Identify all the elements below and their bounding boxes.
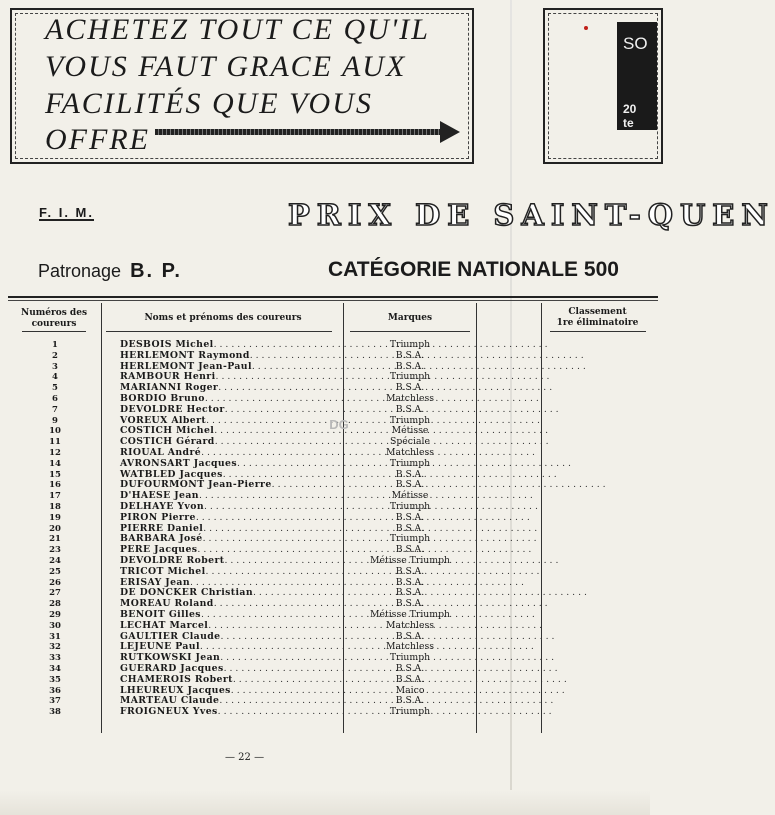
rider-name: PIERRE Daniel (120, 522, 204, 534)
row-brand: B.S.A. (395, 695, 425, 707)
rider-name: DELHAYE Yvon (120, 500, 204, 512)
brands-column (345, 340, 475, 718)
rider-name: RAMBOUR Henri (120, 371, 216, 383)
row-number: 34 (49, 663, 61, 674)
row-name (120, 675, 332, 686)
row-brand: Métisse Triumph (369, 554, 451, 566)
event-title: PRIX DE SAINT-QUEN (288, 198, 775, 232)
rider-name: DUFOURMONT Jean-Pierre (120, 479, 272, 491)
rider-name: MARIANNI Roger (120, 382, 219, 394)
rider-name: DEVOLDRE Robert (120, 554, 225, 566)
patronage-sponsor: B. P. (130, 260, 182, 282)
rider-name: FROIGNEUX Yves (120, 706, 218, 718)
rider-name: PERE Jacques (120, 544, 198, 556)
row-brand: Spéciale (389, 436, 431, 448)
row-number: 2 (52, 350, 58, 361)
row-number: 38 (49, 707, 61, 718)
row-brand: B.S.A. (395, 360, 425, 372)
row-brand: Triumph (389, 371, 431, 383)
row-number: 4 (52, 372, 58, 383)
row-number: 33 (49, 653, 61, 664)
row-name (120, 707, 332, 718)
row-brand: B.S.A. (395, 522, 425, 534)
rider-name: LECHAT Marcel (120, 619, 209, 631)
rider-name: BARBARA José (120, 533, 203, 545)
row-brand: Triumph (389, 339, 431, 350)
row-brand: Triumph (389, 414, 431, 426)
ad-line-2: VOUS FAUT GRACE AUX (45, 50, 407, 83)
row-number: 16 (49, 480, 61, 491)
header-underline (22, 331, 86, 332)
row-name (120, 351, 332, 362)
row-number: 28 (49, 599, 61, 610)
row-brand: Triumph (389, 500, 431, 512)
header-classement-2: 1re éliminatoire (556, 318, 639, 328)
rider-name: RIOUAL André (120, 446, 202, 458)
row-number: 29 (49, 609, 61, 620)
row-name (120, 621, 332, 632)
rider-name: CHAMEROIS Robert (120, 673, 233, 685)
header-classement-1: Classement (568, 307, 627, 317)
patronage-label: Patronage (38, 261, 122, 281)
header-numeros: Numéros des coureurs (20, 308, 88, 329)
arrow-right-icon (155, 129, 445, 135)
row-number: 3 (52, 361, 58, 372)
rider-name: WATBLED Jacques (120, 468, 223, 480)
row-brand: Métisse (391, 425, 429, 437)
row-brand: B.S.A. (395, 511, 425, 523)
names-column (120, 340, 332, 718)
row-brand: B.S.A. (395, 587, 425, 599)
row-brand: B.S.A. (395, 382, 425, 394)
row-number: 14 (49, 458, 61, 469)
row-number: 30 (49, 620, 61, 631)
row-number: 17 (49, 491, 61, 502)
row-brand: Maico (395, 684, 425, 696)
row-number: 11 (49, 437, 61, 448)
row-number: 19 (49, 512, 61, 523)
rider-name: LHEUREUX Jacques (120, 684, 231, 696)
rider-name: HERLEMONT Raymond (120, 349, 250, 361)
rider-name: AVRONSART Jacques (120, 457, 238, 469)
ad2-top-text: SO (623, 34, 648, 53)
header-underline (350, 331, 470, 332)
header-names: Noms et prénoms des coureurs (144, 313, 302, 323)
row-brand: B.S.A. (395, 544, 425, 556)
ad-line-4: OFFRE (45, 123, 150, 156)
row-number: 5 (52, 383, 58, 394)
row-brand: B.S.A. (395, 662, 425, 674)
numbers-column (30, 340, 80, 718)
row-number: 10 (49, 426, 61, 437)
row-number: 12 (49, 447, 61, 458)
row-name (120, 513, 332, 524)
ad2-bottom-text: 20 te (623, 102, 637, 130)
rider-name: VOREUX Albert (120, 414, 207, 426)
row-brand: Matchless (385, 641, 434, 653)
row-name (120, 459, 332, 470)
red-dot-icon (584, 26, 588, 30)
row-brand: Matchless (385, 619, 434, 631)
row-number: 20 (49, 523, 61, 534)
rider-name: DESBOIS Michel (120, 339, 214, 350)
row-brand: Métisse Triumph (369, 608, 451, 620)
row-brand: Matchless (385, 446, 434, 458)
rider-name: BENOIT Gilles (120, 608, 201, 620)
row-number: 23 (49, 545, 61, 556)
row-brand: B.S.A. (395, 673, 425, 685)
column-divider (101, 303, 102, 733)
row-number: 9 (52, 415, 58, 426)
rider-name: RUTKOWSKI Jean (120, 652, 221, 664)
row-name (120, 567, 332, 578)
row-number: 7 (52, 404, 58, 415)
ad-line-3: FACILITÉS QUE VOUS (45, 87, 373, 120)
row-brand: Triumph (389, 457, 431, 469)
row-brand: Triumph (389, 706, 431, 718)
row-brand: Matchless (385, 392, 434, 404)
patronage-line (38, 260, 182, 283)
row-number: 27 (49, 588, 61, 599)
row-brand: B.S.A. (395, 349, 425, 361)
row-brand: B.S.A. (395, 576, 425, 588)
rider-name: PIRON Pierre (120, 511, 196, 523)
row-number: 6 (52, 393, 58, 404)
row-brand: Triumph (389, 533, 431, 545)
header-classement (545, 307, 650, 329)
watermark-stamp: DG (329, 417, 349, 432)
page-bottom-shade (0, 790, 650, 815)
category-title: CATÉGORIE NATIONALE 500 (328, 258, 619, 281)
rider-name: ERISAY Jean (120, 576, 190, 588)
rider-name: DE DONCKER Christian (120, 587, 254, 599)
row-brand: B.S.A. (395, 403, 425, 415)
rider-name: COSTICH Michel (120, 425, 215, 437)
row-number: 37 (49, 696, 61, 707)
row-brand: B.S.A. (395, 468, 425, 480)
row-number: 21 (49, 534, 61, 545)
fim-label: F. I. M. (39, 205, 94, 220)
rider-name: D'HAESE Jean (120, 490, 199, 502)
rider-name: LEJEUNE Paul (120, 641, 200, 653)
row-number: 18 (49, 501, 61, 512)
rider-name: GUERARD Jacques (120, 662, 224, 674)
row-brand: B.S.A. (395, 479, 425, 491)
header-underline (550, 331, 646, 332)
ad-line-1: ACHETEZ TOUT CE QU'IL (45, 13, 430, 46)
row-brand: B.S.A. (395, 565, 425, 577)
table-top-rule (8, 296, 658, 298)
rider-name: DEVOLDRE Hector (120, 403, 225, 415)
row-brand: B.S.A. (395, 598, 425, 610)
row-brand: B.S.A. (395, 630, 425, 642)
rider-name: TRICOT Michel (120, 565, 206, 577)
table-top-rule-thin (8, 300, 658, 301)
rider-name: BORDIO Bruno (120, 392, 205, 404)
row-number: 26 (49, 577, 61, 588)
arrow-head-icon (440, 121, 460, 143)
rider-name: MARTEAU Claude (120, 695, 220, 707)
row-number: 15 (49, 469, 61, 480)
row-number: 32 (49, 642, 61, 653)
row-number: 25 (49, 566, 61, 577)
rider-name: GAULTIER Claude (120, 630, 221, 642)
rider-name: COSTICH Gérard (120, 436, 215, 448)
row-number: 31 (49, 631, 61, 642)
row-number: 24 (49, 555, 61, 566)
page-number: — 22 — (225, 752, 265, 763)
header-underline (106, 331, 332, 332)
row-brand: Métisse (391, 490, 429, 502)
rider-name: MOREAU Roland (120, 598, 214, 610)
rider-name: HERLEMONT Jean-Paul (120, 360, 252, 372)
row-name (120, 405, 332, 416)
row-number: 35 (49, 674, 61, 685)
row-brand: Triumph (389, 652, 431, 664)
header-marques: Marques (387, 313, 433, 323)
row-number: 1 (52, 340, 58, 350)
row-number: 36 (49, 685, 61, 696)
